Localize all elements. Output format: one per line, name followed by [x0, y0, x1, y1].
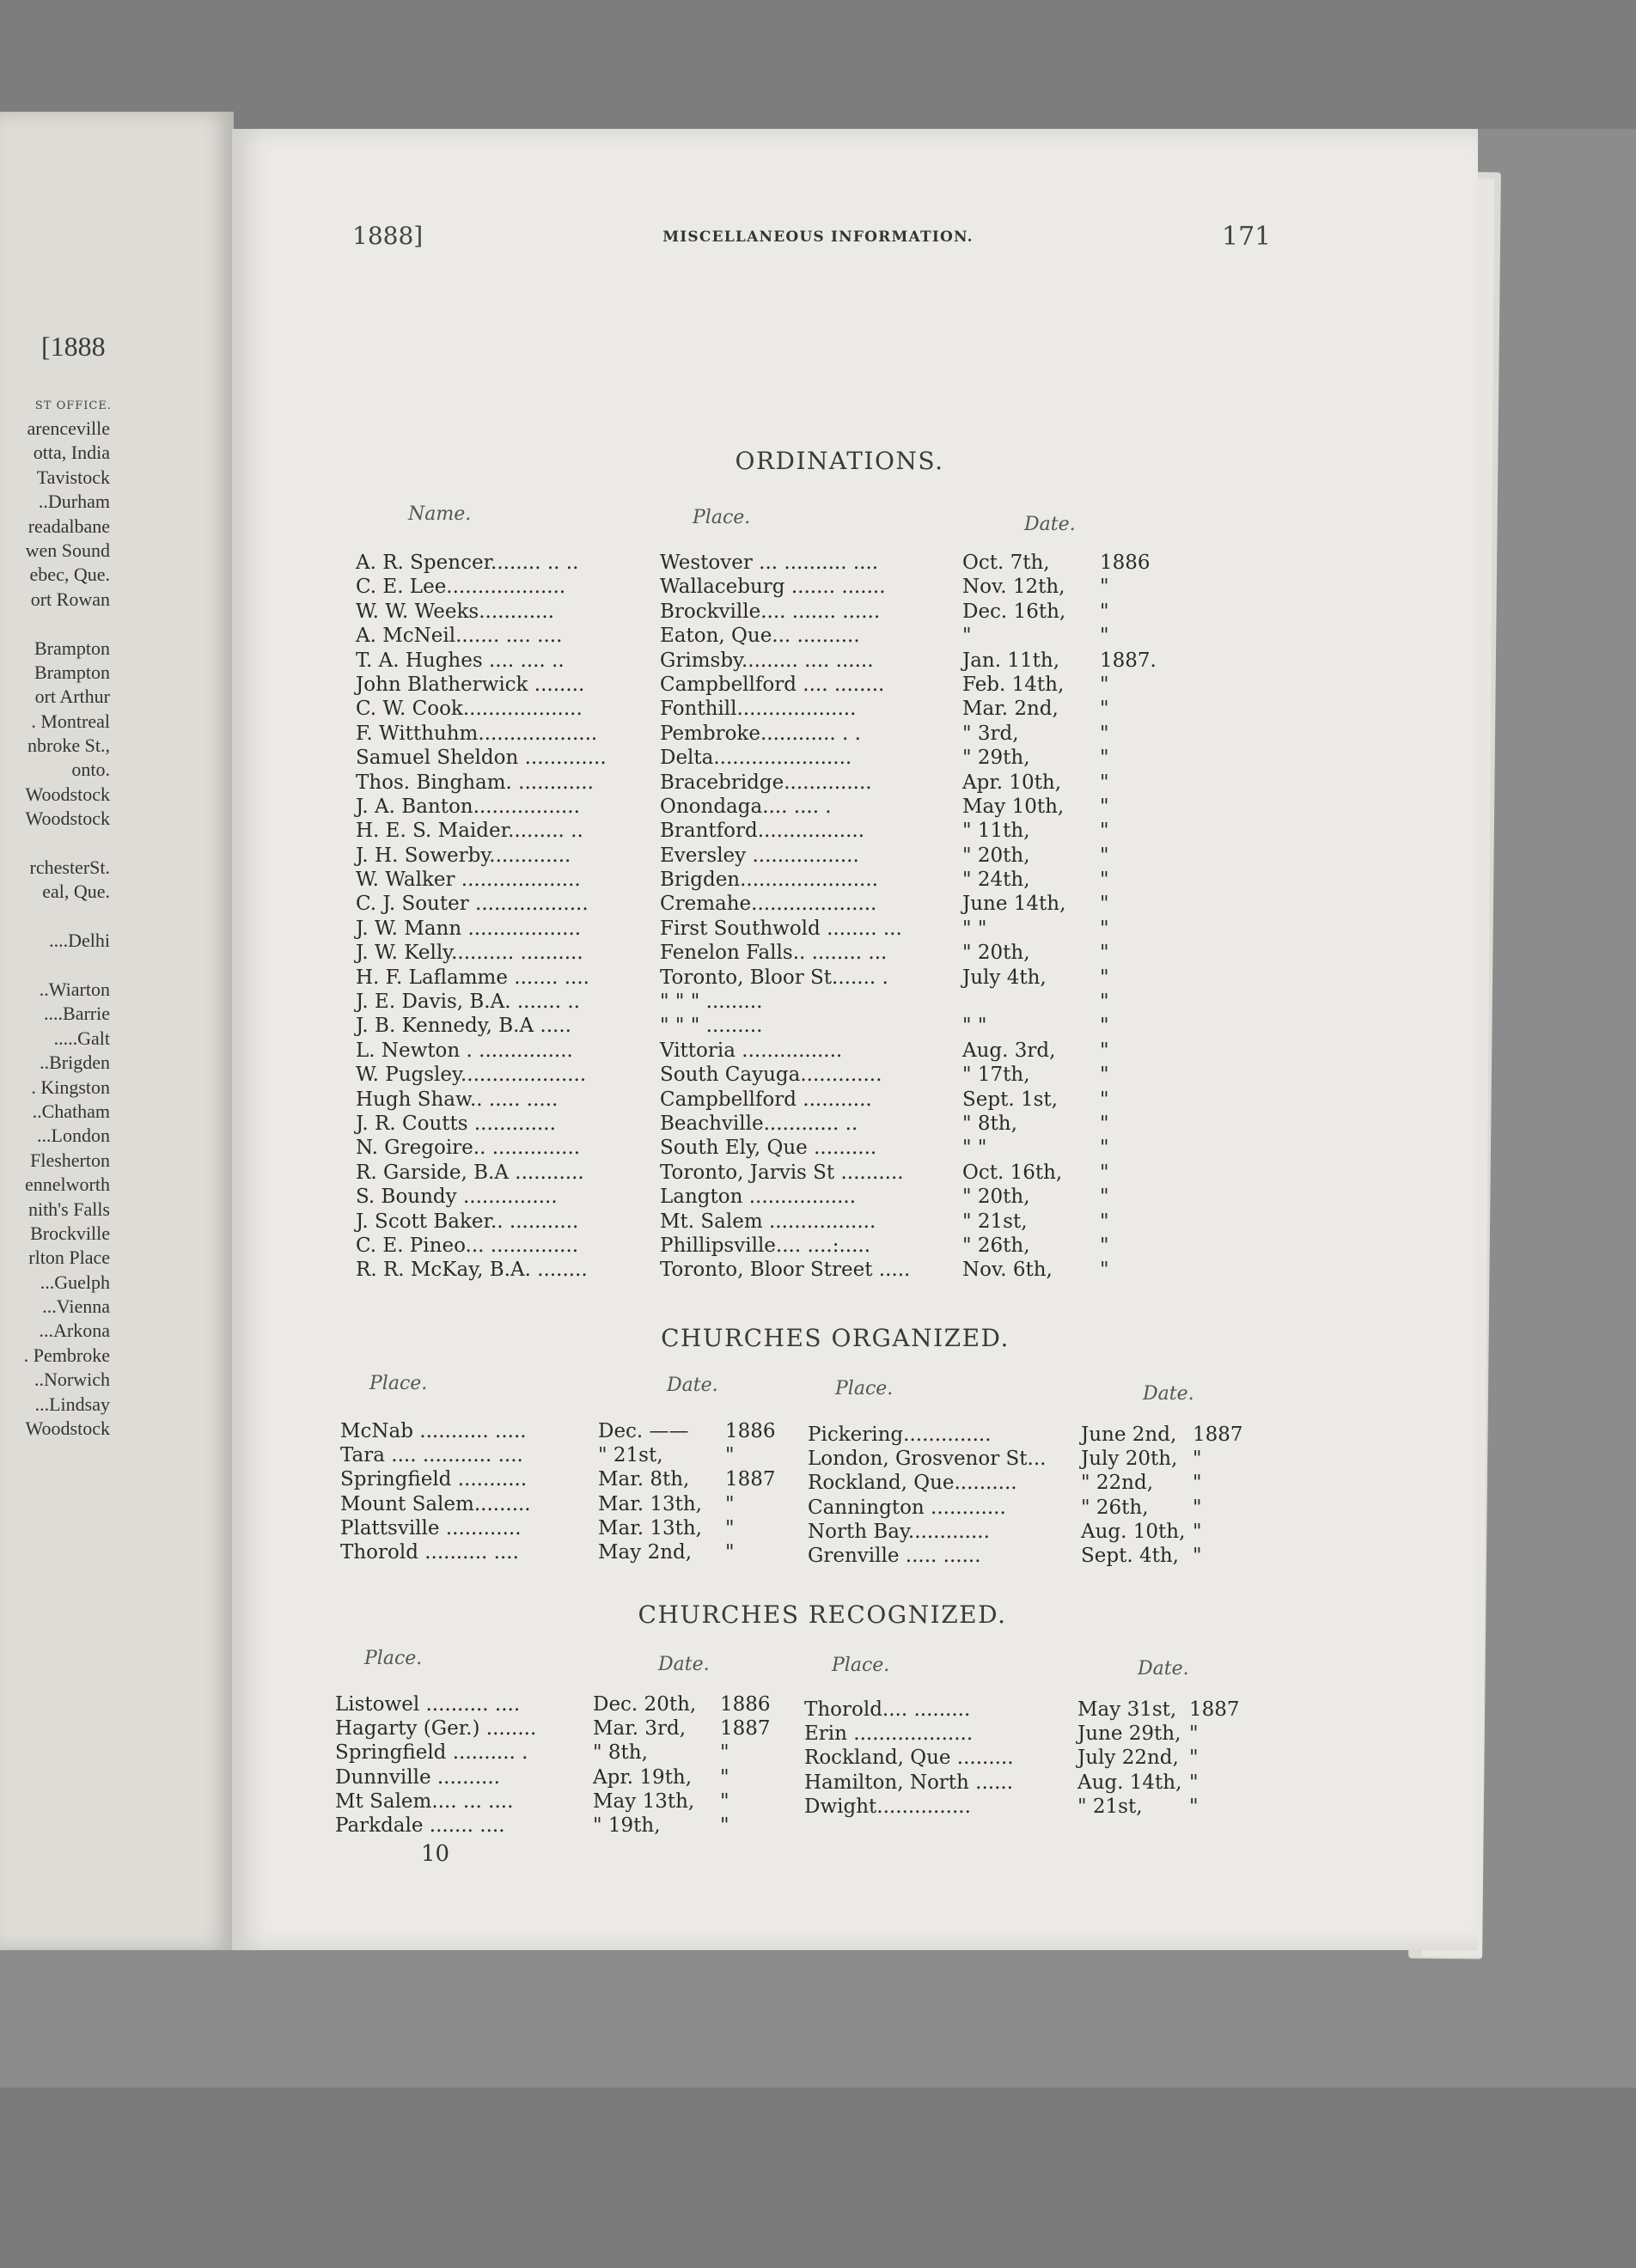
ordination-date: Oct. 16th,: [962, 1161, 1063, 1184]
church-organized-date: Sept. 4th,: [1081, 1544, 1179, 1567]
ordination-date: July 4th,: [962, 966, 1047, 989]
church-recognized-date: June 29th,: [1077, 1722, 1181, 1746]
left-page-column-label: ST OFFICE.: [34, 399, 112, 412]
background-bottom: [0, 2088, 1636, 2268]
ordination-year: 1887.: [1100, 649, 1157, 672]
church-recognized-year: ": [720, 1741, 729, 1765]
ordination-date: " 17th,: [962, 1064, 1030, 1087]
church-organized-place: Springfield ...........: [340, 1468, 528, 1491]
ordination-row: [0, 868, 1636, 892]
ordination-year: ": [1100, 771, 1109, 794]
ordinations-title: ORDINATIONS.: [735, 447, 944, 475]
ordination-date: " 20th,: [962, 942, 1030, 965]
ordination-place: Bracebridge..............: [660, 771, 872, 794]
ordination-year: ": [1100, 966, 1109, 989]
ordination-row: [0, 1185, 1636, 1209]
ordinations-name-header: Name.: [408, 503, 472, 525]
left-page-entry: ...London: [37, 1125, 110, 1147]
ordination-name: W. W. Weeks............: [356, 600, 554, 623]
ordination-date: Jan. 11th,: [962, 649, 1060, 672]
church-recognized-date: " 21st,: [1077, 1795, 1143, 1818]
ordination-name: J. Scott Baker.. ...........: [356, 1210, 579, 1233]
left-page-entry: . Montreal: [31, 710, 110, 732]
ordination-name: John Blatherwick ........: [356, 673, 585, 696]
ordination-row: [0, 649, 1636, 673]
church-recognized-place: Listowel .......... ....: [335, 1693, 521, 1716]
church-organized-place: Mount Salem.........: [340, 1492, 531, 1515]
ordination-date: Aug. 3rd,: [962, 1039, 1056, 1062]
ordination-name: J. A. Banton.................: [356, 795, 580, 818]
ordination-name: A. McNeil....... .... ....: [356, 625, 563, 648]
ordination-date: " 24th,: [962, 869, 1030, 892]
left-page-entry: ..Wiarton: [39, 978, 110, 1000]
ordination-year: ": [1100, 600, 1109, 623]
church-organized-place: North Bay.............: [808, 1520, 990, 1543]
church-recognized-place: Dwight...............: [804, 1795, 971, 1818]
ordination-row: [0, 941, 1636, 965]
left-page-entry: ..Durham: [38, 491, 110, 513]
church-recognized-year: ": [1189, 1795, 1199, 1818]
left-page-entry: ...Lindsay: [34, 1393, 110, 1415]
ordination-row: [0, 819, 1636, 843]
ordination-row: [0, 624, 1636, 648]
church-organized-date: " 26th,: [1081, 1496, 1149, 1519]
ordination-row: [0, 990, 1636, 1014]
churches-recognized-right-list: [804, 1698, 1406, 1819]
ordination-row: [0, 575, 1636, 599]
church-organized-date: " 21st,: [598, 1444, 663, 1467]
church-recognized-year: ": [1189, 1771, 1199, 1794]
ordination-place: " " " .........: [660, 1015, 763, 1038]
church-organized-date: Mar. 8th,: [598, 1468, 690, 1491]
ordination-row: [0, 1234, 1636, 1258]
church-organized-place: London, Grosvenor St...: [808, 1448, 1047, 1471]
ordination-place: Vittoria ................: [660, 1039, 843, 1062]
left-page-entry: readalbane: [27, 515, 110, 537]
left-page-entry: . Kingston: [31, 1076, 110, 1098]
ordination-place: South Cayuga.............: [660, 1064, 882, 1087]
church-recognized-year: ": [720, 1814, 729, 1837]
left-page-entry: eal, Que.: [42, 881, 110, 903]
rec-left-date-header: Date.: [658, 1654, 710, 1675]
left-page-entry: ...Guelph: [40, 1271, 110, 1293]
ordination-row: [0, 746, 1636, 770]
ordination-place: Beachville............ ..: [660, 1112, 858, 1135]
ordination-place: Langton .................: [660, 1186, 857, 1209]
church-recognized-row: [804, 1771, 1406, 1795]
ordination-name: S. Boundy ...............: [356, 1186, 558, 1209]
church-recognized-place: Dunnville ..........: [335, 1765, 500, 1789]
church-organized-year: 1886: [725, 1420, 776, 1442]
left-page-entry: nbroke St.,: [27, 735, 110, 757]
ordination-year: ": [1100, 722, 1109, 745]
ordination-row: [0, 1258, 1636, 1282]
church-organized-year: ": [1193, 1496, 1202, 1519]
church-recognized-year: ": [720, 1765, 729, 1789]
ordination-place: Toronto, Bloor Street .....: [660, 1259, 911, 1282]
ordination-date: Mar. 2nd,: [962, 698, 1059, 721]
header-title: MISCELLANEOUS INFORMATION.: [662, 229, 974, 246]
church-recognized-place: Mt Salem.... ... ....: [335, 1789, 514, 1813]
ordination-row: [0, 795, 1636, 819]
left-page-entry: ...Vienna: [42, 1296, 110, 1318]
ordination-date: " 20th,: [962, 1186, 1030, 1209]
church-recognized-year: 1887: [720, 1717, 771, 1741]
left-page-entry: rchesterSt.: [29, 857, 110, 879]
ordination-place: Wallaceburg ....... .......: [660, 576, 886, 599]
ordination-place: Toronto, Jarvis St ..........: [660, 1161, 904, 1184]
church-recognized-date: " 8th,: [593, 1741, 648, 1765]
left-page-entry: Woodstock: [25, 783, 110, 805]
rec-right-date-header: Date.: [1138, 1658, 1189, 1680]
ordination-place: Cremahe....................: [660, 893, 877, 916]
church-recognized-year: 1887: [1189, 1698, 1240, 1721]
rec-left-place-header: Place.: [364, 1648, 423, 1669]
left-page-entry: onto.: [71, 759, 110, 781]
ordination-name: Thos. Bingham. ............: [356, 771, 594, 794]
ordination-year: ": [1100, 1234, 1109, 1257]
ordination-year: ": [1100, 1137, 1109, 1160]
church-organized-place: Tara .... ........... ....: [340, 1444, 523, 1467]
ordination-row: [0, 722, 1636, 746]
ordination-year: ": [1100, 1039, 1109, 1062]
church-organized-place: McNab ........... .....: [340, 1420, 527, 1442]
church-recognized-date: Dec. 20th,: [593, 1693, 697, 1716]
ordination-date: Apr. 10th,: [962, 771, 1062, 794]
ordination-place: Brantford.................: [660, 820, 865, 843]
ordination-year: ": [1100, 1064, 1109, 1087]
church-organized-year: ": [725, 1492, 735, 1515]
left-page-entry: Tavistock: [36, 466, 110, 488]
ordinations-place-header: Place.: [693, 507, 751, 528]
ordination-place: Campbellford ...........: [660, 1088, 872, 1111]
left-page-entry: ort Rowan: [30, 588, 110, 610]
church-organized-row: [808, 1447, 1409, 1471]
ordination-year: ": [1100, 698, 1109, 721]
left-page-entry: Brampton: [34, 637, 110, 659]
ordination-place: Eversley .................: [660, 844, 859, 867]
ordination-date: " 26th,: [962, 1234, 1030, 1257]
ordination-year: ": [1100, 625, 1109, 648]
ordinations-list: [0, 551, 1636, 1283]
ordination-name: N. Gregoire.. ..............: [356, 1137, 581, 1160]
ordination-place: Eaton, Que... ..........: [660, 625, 860, 648]
ordination-name: C. J. Souter ..................: [356, 893, 589, 916]
ordination-name: H. F. Laflamme ....... ....: [356, 966, 589, 989]
church-recognized-year: 1886: [720, 1693, 771, 1716]
church-recognized-date: Aug. 14th,: [1077, 1771, 1182, 1794]
left-page-entry: ..Chatham: [32, 1100, 110, 1122]
church-organized-place: Plattsville ............: [340, 1516, 522, 1539]
ordination-row: [0, 673, 1636, 697]
church-recognized-place: Parkdale ....... ....: [335, 1814, 505, 1837]
ordination-name: J. E. Davis, B.A. ....... ..: [356, 991, 580, 1014]
ordination-year: ": [1100, 795, 1109, 818]
ordination-place: Mt. Salem .................: [660, 1210, 876, 1233]
ordination-row: [0, 600, 1636, 624]
ordination-date: Nov. 12th,: [962, 576, 1065, 599]
church-organized-row: [808, 1520, 1409, 1544]
left-page-entry: ....Barrie: [44, 1003, 110, 1025]
church-organized-place: Cannington ............: [808, 1496, 1006, 1519]
ordination-date: " 8th,: [962, 1112, 1017, 1135]
ordination-name: Hugh Shaw.. ..... .....: [356, 1088, 559, 1111]
ordination-row: [0, 1039, 1636, 1063]
ordination-row: [0, 1088, 1636, 1112]
ordination-year: 1886: [1100, 552, 1151, 574]
ordination-name: T. A. Hughes .... .... ..: [356, 649, 565, 672]
ordination-year: ": [1100, 1015, 1109, 1038]
ordination-name: C. E. Pineo... ..............: [356, 1234, 579, 1257]
church-recognized-date: Apr. 19th,: [593, 1765, 693, 1789]
ordination-row: [0, 771, 1636, 795]
left-page-entry: ebec, Que.: [29, 564, 110, 586]
ordination-name: J. W. Mann ..................: [356, 917, 582, 940]
page-number: 171: [1222, 222, 1272, 252]
ordination-year: ": [1100, 673, 1109, 696]
church-organized-date: June 2nd,: [1081, 1424, 1177, 1446]
ordination-name: C. E. Lee...................: [356, 576, 566, 599]
ordination-date: " 20th,: [962, 844, 1030, 867]
church-recognized-place: Rockland, Que .........: [804, 1747, 1014, 1770]
ordination-place: Grimsby......... .... ......: [660, 649, 874, 672]
ordination-name: Samuel Sheldon .............: [356, 747, 607, 770]
ordination-place: Westover ... .......... ....: [660, 552, 879, 574]
church-recognized-place: Erin ...................: [804, 1722, 974, 1746]
ordination-year: ": [1100, 893, 1109, 916]
rec-right-place-header: Place.: [832, 1655, 890, 1676]
ordination-date: " ": [962, 1015, 987, 1038]
church-recognized-row: [804, 1722, 1406, 1746]
ordination-row: [0, 551, 1636, 575]
church-organized-date: Mar. 13th,: [598, 1492, 702, 1515]
ordination-year: ": [1100, 820, 1109, 843]
ordination-place: Fenelon Falls.. ........ ...: [660, 942, 888, 965]
ordination-name: F. Witthuhm...................: [356, 722, 598, 745]
ordination-row: [0, 1112, 1636, 1136]
ordination-row: [0, 1161, 1636, 1185]
church-recognized-year: ": [1189, 1722, 1199, 1746]
ordination-name: R. Garside, B.A ...........: [356, 1161, 584, 1184]
ordination-year: ": [1100, 1259, 1109, 1282]
left-page-entry: ..Brigden: [40, 1052, 110, 1074]
ordination-date: Sept. 1st,: [962, 1088, 1058, 1111]
ordination-name: J. H. Sowerby.............: [356, 844, 571, 867]
org-right-date-header: Date.: [1143, 1383, 1194, 1405]
church-organized-year: ": [725, 1540, 735, 1564]
ordination-name: W. Walker ...................: [356, 869, 581, 892]
running-head: [0, 222, 1636, 256]
left-page-entry: Brockville: [30, 1222, 110, 1244]
church-organized-year: ": [1193, 1472, 1202, 1495]
ordination-name: R. R. McKay, B.A. ........: [356, 1259, 588, 1282]
left-page-entry: arenceville: [27, 418, 110, 439]
ordination-year: ": [1100, 1210, 1109, 1233]
left-page-entry: .....Galt: [53, 1027, 110, 1049]
ordination-name: H. E. S. Maider......... ..: [356, 820, 583, 843]
church-recognized-row: [804, 1795, 1406, 1819]
ordination-year: ": [1100, 1112, 1109, 1135]
ordination-place: Phillipsville.... ....:.....: [660, 1234, 871, 1257]
ordination-year: ": [1100, 844, 1109, 867]
ordination-date: " 11th,: [962, 820, 1030, 843]
church-organized-place: Rockland, Que..........: [808, 1472, 1017, 1495]
ordination-year: ": [1100, 1088, 1109, 1111]
left-page-entry: Brampton: [34, 661, 110, 683]
ordination-name: J. B. Kennedy, B.A .....: [356, 1015, 571, 1038]
church-organized-year: 1887: [1193, 1424, 1243, 1446]
header-year: 1888]: [352, 222, 424, 250]
ordination-year: ": [1100, 747, 1109, 770]
church-organized-row: [808, 1471, 1409, 1495]
ordination-row: [0, 1063, 1636, 1087]
church-organized-year: ": [1193, 1520, 1202, 1543]
church-organized-year: ": [725, 1516, 735, 1539]
church-recognized-date: July 22nd,: [1077, 1747, 1179, 1770]
ordination-name: J. R. Coutts .............: [356, 1112, 556, 1135]
left-page-entry: rlton Place: [28, 1247, 110, 1269]
church-recognized-date: May 31st,: [1077, 1698, 1177, 1721]
left-page-entry: wen Sound: [25, 539, 110, 561]
churches-organized-right-list: [808, 1423, 1409, 1568]
church-recognized-row: [804, 1698, 1406, 1722]
left-page-entry: Woodstock: [25, 808, 110, 830]
church-organized-date: Mar. 13th,: [598, 1516, 702, 1539]
ordination-date: Feb. 14th,: [962, 673, 1065, 696]
church-recognized-place: Thorold.... .........: [804, 1698, 971, 1721]
ordination-place: Brockville.... ....... ......: [660, 600, 881, 623]
left-page-entry: ennelworth: [25, 1174, 110, 1196]
ordination-name: A. R. Spencer........ .. ..: [356, 552, 579, 574]
churches-recognized-title: CHURCHES RECOGNIZED.: [638, 1600, 1007, 1629]
ordination-place: Fonthill...................: [660, 698, 857, 721]
left-page-header: [1888: [41, 331, 106, 362]
ordination-row: [0, 844, 1636, 868]
left-page-entry: otta, India: [33, 442, 110, 464]
church-organized-year: ": [1193, 1448, 1202, 1471]
ordination-date: " ": [962, 917, 987, 940]
org-right-place-header: Place.: [835, 1378, 894, 1399]
ordination-date: Nov. 6th,: [962, 1259, 1053, 1282]
left-page-entry: ....Delhi: [49, 930, 110, 952]
ordination-name: L. Newton . ...............: [356, 1039, 573, 1062]
ordination-year: ": [1100, 869, 1109, 892]
ordination-date: ": [962, 625, 972, 648]
ordinations-date-header: Date.: [1024, 514, 1076, 535]
church-recognized-year: ": [1189, 1747, 1199, 1770]
ordination-place: Delta......................: [660, 747, 852, 770]
org-left-place-header: Place.: [369, 1373, 428, 1394]
church-recognized-place: Springfield .......... .: [335, 1741, 528, 1765]
church-recognized-place: Hamilton, North ......: [804, 1771, 1014, 1794]
church-recognized-place: Hagarty (Ger.) ........: [335, 1717, 537, 1741]
church-organized-place: Grenville ..... ......: [808, 1544, 981, 1567]
ordination-place: Toronto, Bloor St....... .: [660, 966, 888, 989]
church-organized-date: July 20th,: [1081, 1448, 1178, 1471]
left-page-entry: Woodstock: [25, 1418, 110, 1440]
church-organized-date: May 2nd,: [598, 1540, 693, 1564]
ordination-date: Dec. 16th,: [962, 600, 1066, 623]
church-organized-place: Pickering..............: [808, 1424, 992, 1446]
church-organized-row: [808, 1544, 1409, 1568]
church-organized-year: ": [725, 1444, 735, 1467]
left-page-entry: ...Arkona: [39, 1320, 110, 1342]
org-left-date-header: Date.: [667, 1375, 718, 1396]
church-organized-date: Aug. 10th,: [1081, 1520, 1186, 1543]
ordination-place: Brigden......................: [660, 869, 878, 892]
ordination-name: J. W. Kelly.......... ..........: [356, 942, 583, 965]
ordination-year: ": [1100, 917, 1109, 940]
background-top: [0, 0, 1636, 129]
ordination-year: ": [1100, 576, 1109, 599]
ordination-place: First Southwold ........ ...: [660, 917, 902, 940]
ordination-date: Oct. 7th,: [962, 552, 1050, 574]
ordination-place: " " " .........: [660, 991, 763, 1014]
church-organized-row: [808, 1496, 1409, 1520]
ordination-date: May 10th,: [962, 795, 1065, 818]
ordination-row: [0, 966, 1636, 990]
church-organized-date: " 22nd,: [1081, 1472, 1154, 1495]
ordination-year: ": [1100, 1161, 1109, 1184]
church-organized-row: [808, 1423, 1409, 1447]
ordination-date: " ": [962, 1137, 987, 1160]
ordination-date: June 14th,: [962, 893, 1066, 916]
ordination-row: [0, 892, 1636, 916]
ordination-date: " 21st,: [962, 1210, 1028, 1233]
church-recognized-row: [804, 1746, 1406, 1770]
church-organized-date: Dec. ——: [598, 1420, 689, 1442]
left-page-entry: . Pembroke: [23, 1344, 110, 1366]
left-page-entry: Flesherton: [30, 1149, 110, 1171]
ordination-row: [0, 1136, 1636, 1160]
church-recognized-date: Mar. 3rd,: [593, 1717, 687, 1741]
ordination-row: [0, 917, 1636, 941]
ordination-place: Pembroke............ . .: [660, 722, 861, 745]
church-recognized-date: " 19th,: [593, 1814, 661, 1837]
ordination-year: ": [1100, 942, 1109, 965]
signature-mark: 10: [421, 1841, 450, 1867]
left-page-entry: nith's Falls: [27, 1198, 110, 1220]
ordination-place: Onondaga.... .... .: [660, 795, 832, 818]
church-recognized-year: ": [720, 1789, 729, 1813]
ordination-row: [0, 1210, 1636, 1234]
church-recognized-date: May 13th,: [593, 1789, 695, 1813]
ordination-name: W. Pugsley....................: [356, 1064, 587, 1087]
ordination-name: C. W. Cook...................: [356, 698, 583, 721]
church-organized-year: 1887: [725, 1468, 776, 1491]
ordination-date: " 29th,: [962, 747, 1030, 770]
ordination-place: South Ely, Que ..........: [660, 1137, 877, 1160]
churches-organized-title: CHURCHES ORGANIZED.: [661, 1324, 1010, 1352]
ordination-place: Campbellford .... ........: [660, 673, 885, 696]
ordination-row: [0, 697, 1636, 721]
ordination-row: [0, 1014, 1636, 1038]
ordination-year: ": [1100, 1186, 1109, 1209]
ordination-date: " 3rd,: [962, 722, 1019, 745]
left-page-entry: ort Arthur: [34, 686, 110, 708]
ordination-year: ": [1100, 991, 1109, 1014]
left-page-entry: ..Norwich: [34, 1369, 110, 1391]
church-organized-year: ": [1193, 1544, 1202, 1567]
church-organized-place: Thorold .......... ....: [340, 1540, 519, 1564]
